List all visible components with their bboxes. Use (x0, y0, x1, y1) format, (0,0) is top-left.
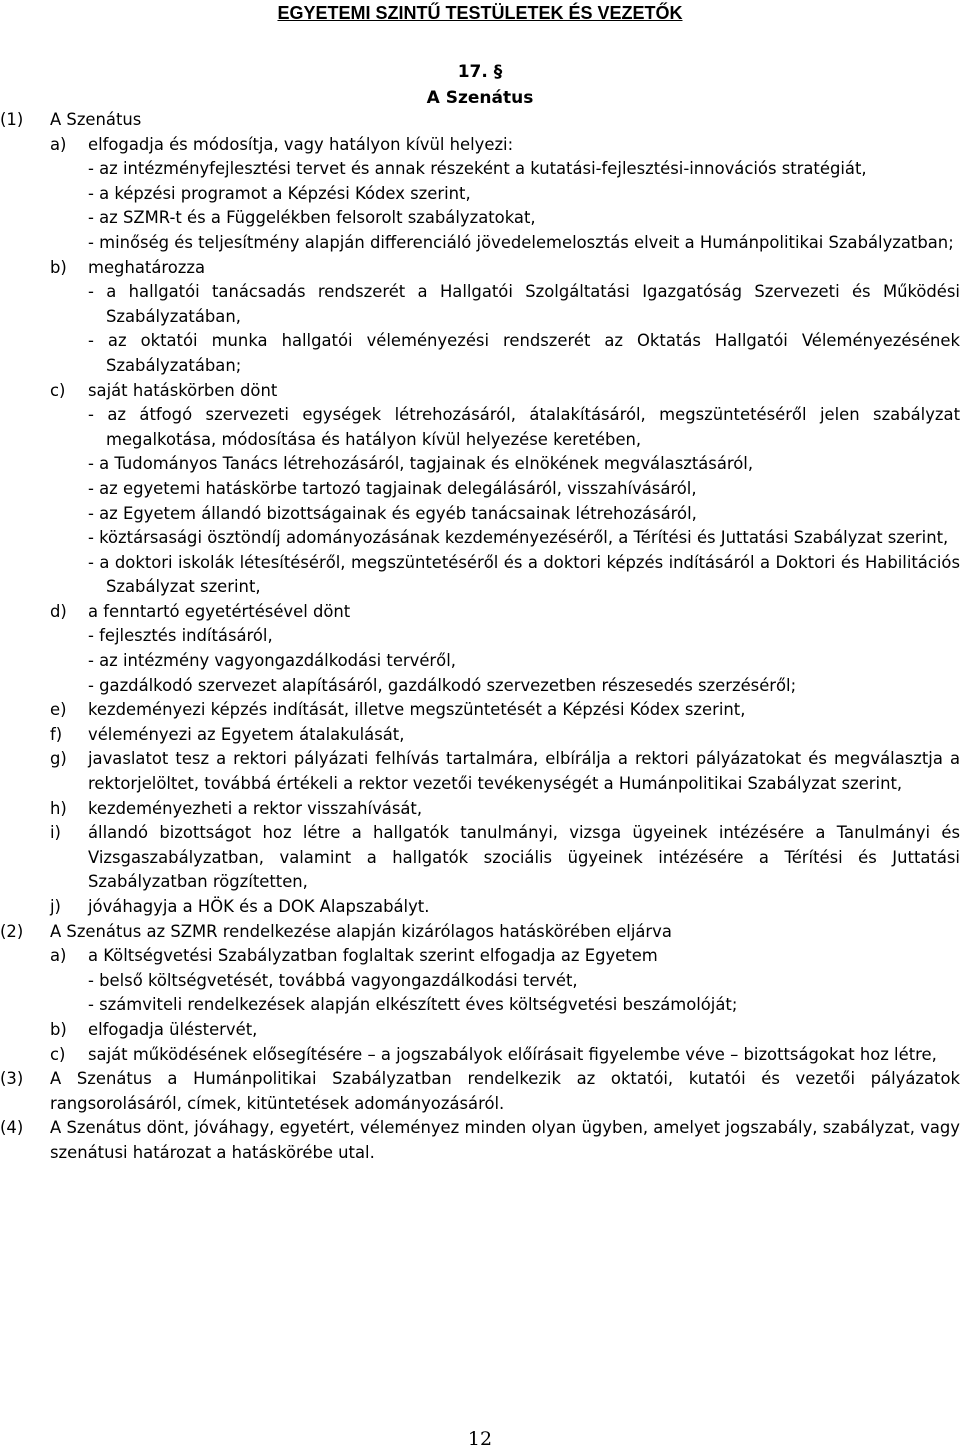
list-item-text: saját működésének elősegítésére – a jogszabályok előírásait figyelembe véve – bizottságokat hoz létre, (88, 1044, 937, 1064)
sub-item: - a hallgatói tanácsadás rendszerét a Hallgatói Szolgáltatási Igazgatóság Szervezeti és Működési Szabályzatában, (88, 282, 960, 326)
list-item-label: j) (50, 897, 61, 916)
paragraph (0, 1116, 960, 1165)
paragraph-number: (3) (0, 1069, 24, 1089)
sub-item: - az intézmény vagyongazdálkodási tervéről, (88, 651, 456, 671)
list-item-label: a) (50, 134, 67, 154)
list-item (50, 944, 960, 969)
paragraph-text: A Szenátus az SZMR rendelkezése alapján kizárólagos hatáskörében eljárva (50, 921, 672, 941)
paragraph (0, 920, 960, 945)
paragraph (0, 1067, 960, 1116)
page-number: 12 (467, 1428, 493, 1450)
sub-item: - köztársasági ösztöndíj adományozásának kezdeményezéséről, a Térítési és Juttatási Szabályzat szerint, (88, 528, 949, 548)
list-item-label: e) (50, 700, 67, 720)
list-item-label: c) (50, 380, 66, 400)
sub-item: - a doktori iskolák létesítéséről, megszüntetéséről és a doktori képzés indításáról a Doktori és Habilitációs Szabályzat szerint, (88, 552, 960, 597)
list-item (50, 895, 960, 920)
sub-item: - a képzési programot a Képzési Kódex szerint, (88, 183, 471, 203)
list-item (50, 600, 960, 625)
sub-item: - minőség és teljesítmény alapján differenciáló jövedelemelosztás elveit a Humánpolitikai Szabályzatban; (88, 232, 954, 252)
list-item-text: a fenntartó egyetértésével dönt (88, 601, 351, 621)
list-item (50, 821, 960, 895)
list-item-label: f) (50, 724, 63, 744)
sub-item: - számviteli rendelkezések alapján elkészített éves költségvetési beszámolóját; (88, 995, 738, 1015)
list-item-text: elfogadja üléstervét, (88, 1019, 258, 1039)
list-item (50, 1043, 960, 1068)
list-item-label: i) (50, 823, 61, 843)
section-number: 17. § (457, 62, 503, 82)
list-item (50, 797, 960, 822)
list-item-label: b) (50, 257, 67, 277)
sub-item: - az átfogó szervezeti egységek létrehozásáról, átalakításáról, megszüntetéséről jelen szabályzat megalkotása, módosítása és hatályon kívül helyezése keretében, (88, 405, 960, 449)
list-item-text: meghatározza (88, 257, 206, 277)
list-item-label: d) (50, 601, 67, 621)
list-item (50, 723, 960, 748)
list-item-text: kezdeményezi képzés indítását, illetve megszüntetését a Képzési Kódex szerint, (88, 700, 746, 720)
sub-item: - az intézményfejlesztési tervet és annak részeként a kutatási-fejlesztési-innovációs stratégiát, (88, 159, 867, 179)
list-item-label: g) (50, 749, 67, 769)
list-item (50, 379, 960, 404)
list-item-text: jóváhagyja a HÖK és a DOK Alapszabályt. (88, 897, 430, 916)
list-item-text: javaslatot tesz a rektori pályázati felhívás tartalmára, elbírálja a rektori pályázatokat és megválasztja a rektorjelöltet, továbbá értékeli a rektor vezetői tevékenységét a Humánpolitikai Szabályzat szerint, (88, 749, 960, 794)
list-item-label: h) (50, 798, 67, 818)
section-title: A Szenátus (426, 88, 534, 108)
list-item (50, 133, 960, 158)
page-header: EGYETEMI SZINTŰ TESTÜLETEK ÉS VEZETŐK (277, 3, 683, 23)
list-item-label: a) (50, 946, 67, 966)
sub-item: - a Tudományos Tanács létrehozásáról, tagjainak és elnökének megválasztásáról, (88, 454, 754, 474)
list-item-text: állandó bizottságot hoz létre a hallgatók tanulmányi, vizsga ügyeinek intézésére a Tanulmányi és Vizsgaszabályzatban, valamint a hallgatók szociális ügyeinek intézésére a Térítési és Juttatási Szabályzatban rögzítetten, (88, 823, 960, 892)
sub-item: - az egyetemi hatáskörbe tartozó tagjainak delegálásáról, visszahívásáról, (88, 478, 697, 498)
sub-item: - fejlesztés indításáról, (88, 626, 273, 646)
list-item (50, 1018, 960, 1043)
sub-item: - az SZMR-t és a Függelékben felsorolt szabályzatokat, (88, 208, 536, 228)
paragraph-text: A Szenátus (50, 110, 142, 129)
paragraph-number: (1) (0, 110, 24, 129)
list-item-label: c) (50, 1044, 66, 1064)
list-item-text: kezdeményezheti a rektor visszahívását, (88, 798, 423, 818)
sub-item: - gazdálkodó szervezet alapításáról, gazdálkodó szervezetben részesedés szerzéséről; (88, 675, 797, 695)
paragraph-text: A Szenátus dönt, jóváhagy, egyetért, véleményez minden olyan ügyben, amelyet jogszabály, szabályzat, vagy szenátusi határozat a hatáskörébe utal. (50, 1118, 960, 1162)
list-item (50, 747, 960, 796)
sub-item: - az Egyetem állandó bizottságainak és egyéb tanácsainak létrehozásáról, (88, 503, 697, 523)
list-item-text: elfogadja és módosítja, vagy hatályon kívül helyezi: (88, 134, 514, 154)
list-item (50, 256, 960, 281)
paragraph (0, 108, 960, 133)
sub-item: - belső költségvetését, továbbá vagyongazdálkodási tervét, (88, 970, 578, 990)
paragraph-text: A Szenátus a Humánpolitikai Szabályzatban rendelkezik az oktatói, kutatói és vezetői pályázatok rangsorolásáról, címek, kitüntetések adományozásáról. (50, 1069, 960, 1113)
list-item (50, 698, 960, 723)
list-item-text: a Költségvetési Szabályzatban foglaltak szerint elfogadja az Egyetem (88, 946, 658, 966)
paragraph-number: (2) (0, 921, 24, 941)
paragraph-number: (4) (0, 1118, 24, 1138)
list-item-label: b) (50, 1019, 67, 1039)
sub-item: - az oktatói munka hallgatói véleményezési rendszerét az Oktatás Hallgatói Véleményezésének Szabályzatában; (88, 331, 960, 375)
list-item-text: véleményezi az Egyetem átalakulását, (88, 724, 405, 744)
list-item-text: saját hatáskörben dönt (88, 380, 278, 400)
document-body (0, 108, 960, 1166)
